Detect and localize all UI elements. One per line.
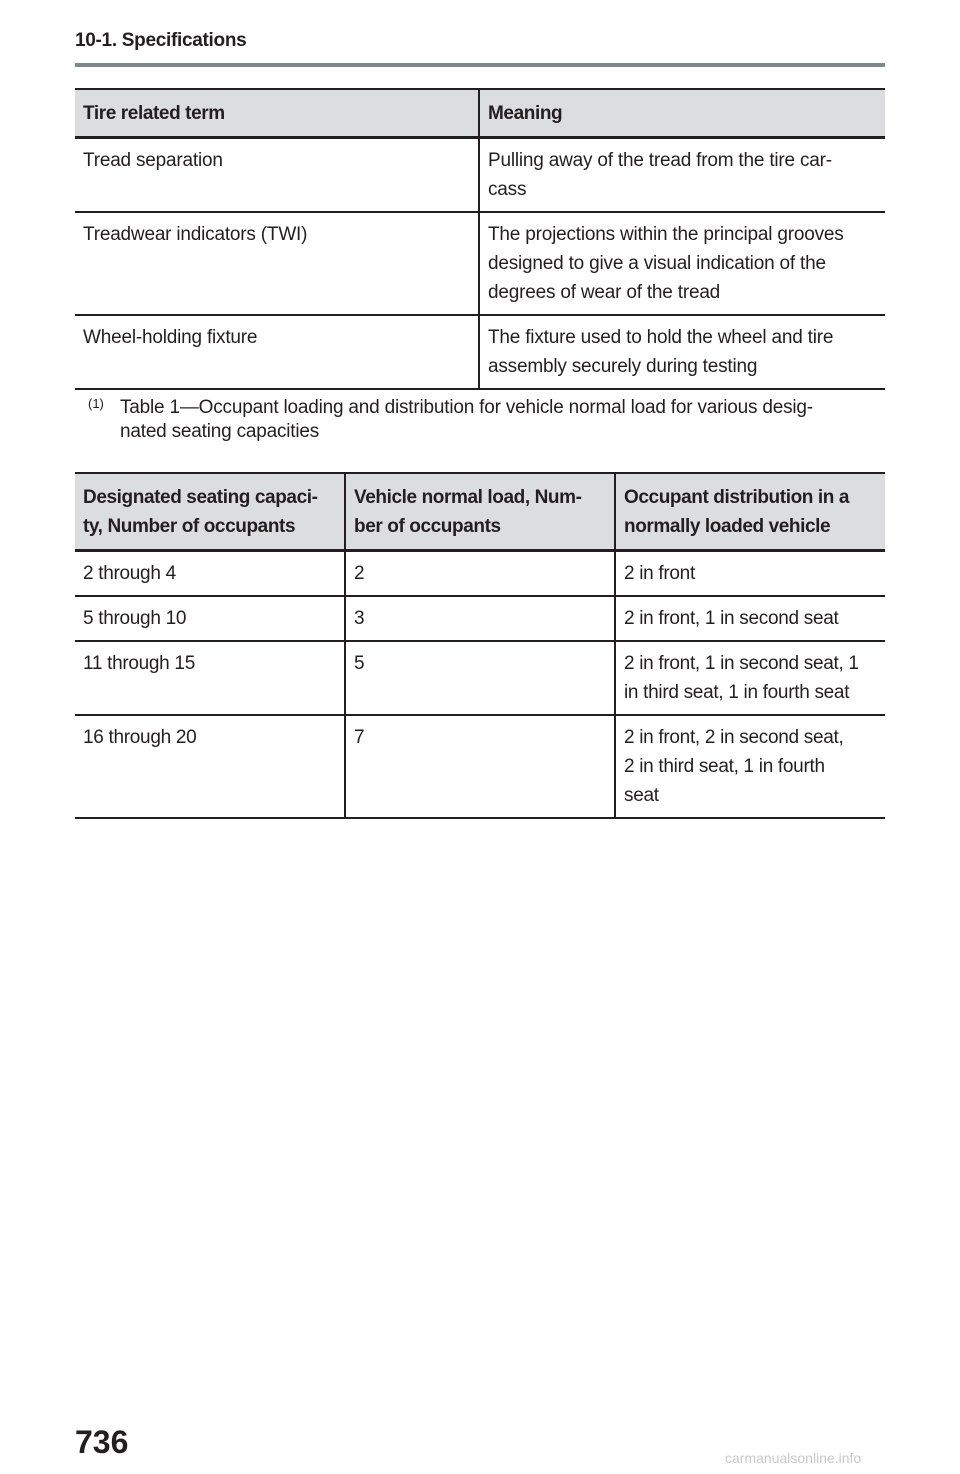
column-header-meaning: Meaning (479, 89, 885, 138)
normal-load-cell: 2 (345, 551, 615, 597)
seating-capacity-cell: 11 through 15 (75, 641, 345, 715)
meaning-cell: Pulling away of the tread from the tire car- cass (479, 138, 885, 213)
table-row (75, 596, 885, 641)
table-row (75, 138, 885, 213)
column-header-distribution: Occupant distribution in a normally loaded vehicle (615, 473, 885, 551)
distribution-cell: 2 in front (615, 551, 885, 597)
section-title: 10-1. Specifications (75, 30, 247, 51)
watermark-text: carmanualsonline.info (725, 1450, 862, 1466)
meaning-cell: The fixture used to hold the wheel and tire assembly securely during testing (479, 315, 885, 389)
normal-load-cell: 7 (345, 715, 615, 818)
seating-capacity-cell: 2 through 4 (75, 551, 345, 597)
footnote-marker: (1) (88, 396, 104, 411)
column-header-normal-load: Vehicle normal load, Num- ber of occupants (345, 473, 615, 551)
column-header-term: Tire related term (75, 89, 479, 138)
tire-terms-table (75, 88, 885, 390)
table-row (75, 212, 885, 315)
distribution-cell: 2 in front, 2 in second seat, 2 in third seat, 1 in fourth seat (615, 715, 885, 818)
distribution-cell: 2 in front, 1 in second seat, 1 in third seat, 1 in fourth seat (615, 641, 885, 715)
table-row (75, 315, 885, 389)
normal-load-cell: 5 (345, 641, 615, 715)
column-header-seating-capacity: Designated seating capaci- ty, Number of occupants (75, 473, 345, 551)
occupant-loading-table (75, 472, 885, 819)
table-header-row (75, 89, 885, 138)
section-divider (75, 63, 885, 67)
table-row (75, 551, 885, 597)
normal-load-cell: 3 (345, 596, 615, 641)
term-cell: Wheel-holding fixture (75, 315, 479, 389)
seating-capacity-cell: 5 through 10 (75, 596, 345, 641)
term-cell: Treadwear indicators (TWI) (75, 212, 479, 315)
table-header-row (75, 473, 885, 551)
footnote-text: Table 1—Occupant loading and distribution for vehicle normal load for various desig- nated seating capacities (120, 397, 813, 442)
seating-capacity-cell: 16 through 20 (75, 715, 345, 818)
table-footnote (88, 396, 878, 444)
table-row (75, 715, 885, 818)
table-row (75, 641, 885, 715)
meaning-cell: The projections within the principal grooves designed to give a visual indication of the degrees of wear of the tread (479, 212, 885, 315)
distribution-cell: 2 in front, 1 in second seat (615, 596, 885, 641)
page-number: 736 (75, 1424, 129, 1460)
term-cell: Tread separation (75, 138, 479, 213)
